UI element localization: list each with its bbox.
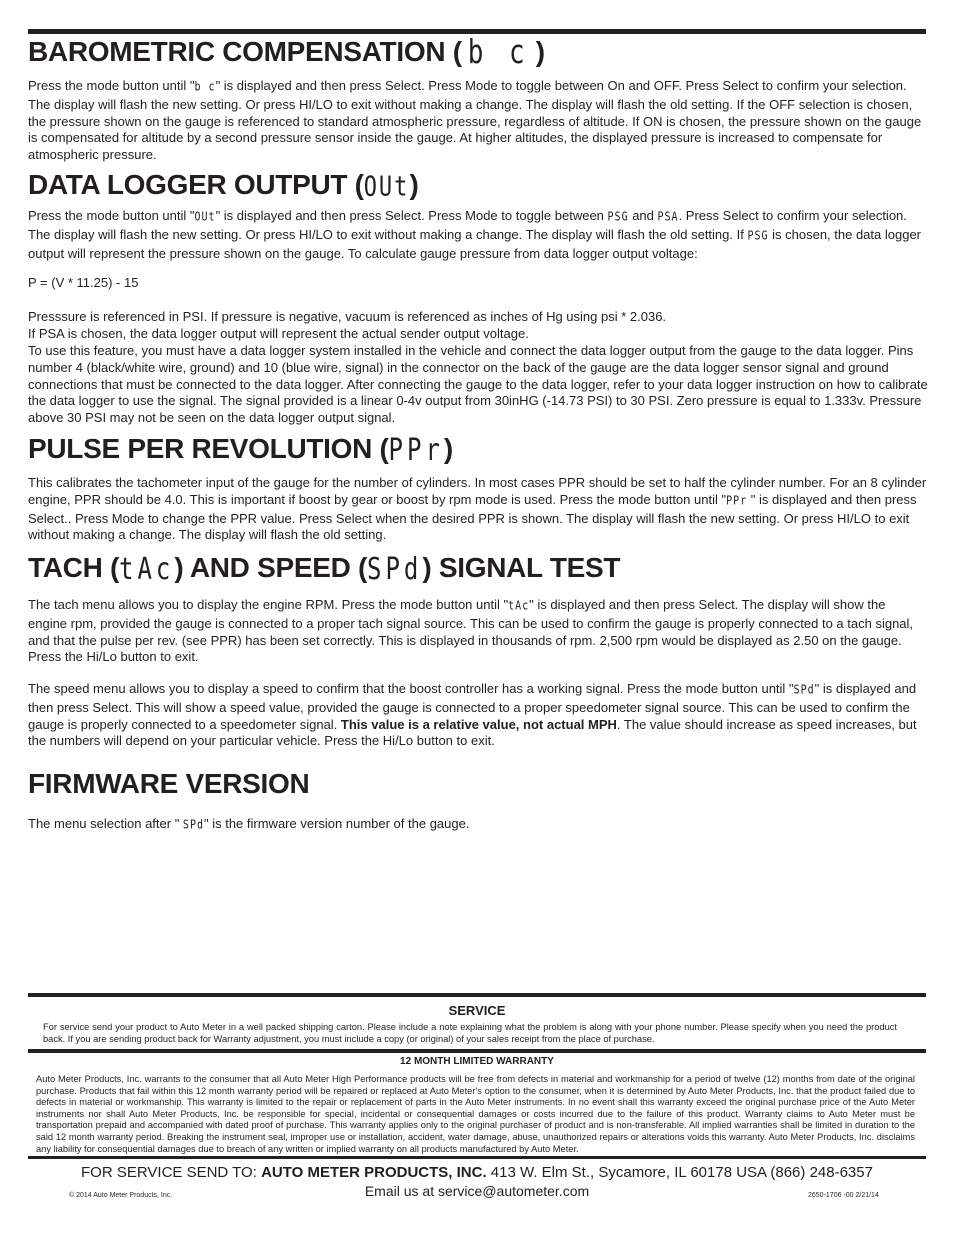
copyright: © 2014 Auto Meter Products, Inc. — [69, 1192, 173, 1199]
segment-code-psa: PSA — [657, 210, 679, 225]
segment-code-bc: b c — [194, 80, 216, 95]
text: . Press Select to confirm your selection. The display will flash the new setting. Or press HI/LO to exit without making a change. The display will flash the old setting. If — [28, 208, 907, 242]
service-title: SERVICE — [448, 1003, 506, 1018]
paragraph-logger-psa: If PSA is chosen, the data logger output will represent the actual sender output voltage. — [28, 326, 529, 341]
heading-text: DATA LOGGER OUTPUT ( — [28, 169, 364, 200]
text: " is the firmware version number of the gauge. — [203, 816, 470, 831]
heading-text: PULSE PER REVOLUTION ( — [28, 433, 389, 464]
heading-barometric — [28, 34, 545, 72]
footer-top-rule — [28, 993, 926, 997]
warranty-text: Auto Meter Products, Inc. warrants to the consumer that all Auto Meter High Performance products will be free from defects in material and workmanship for a period of twelve (12) months from date of the original purchase. Products that fail within this 12 month warranty period will be repaired or replaced at Auto Meter's option to the consumer, when it is determined by Auto Meter Products, Inc. that the product failed due to defects in material or workmanship. This warranty is limited to the repair or replacement of parts in the Auto Meter instruments. In no event shall this warranty exceed the original purchase price of the Auto Meter instruments nor shall Auto Meter Products, Inc. be responsible for special, incidental or consequential damages or costs incurred due to the failure of this product. Warranty claims to Auto Meter must be transportation prepaid and accompanied with dated proof of purchase. This warranty applies only to the original purchaser of product and is non-transferable. All implied warranties shall be limited in duration to the said 12 month warranty period. Breaking the instrument seal, improper use or installation, accident, water damage, abuse, unauthorized repairs or alterations voids this warranty. Auto Meter Products, Inc. disclaims any liability for consequential damages due to breach of any written or implied warranty on all products manufactured by Auto Meter. — [36, 1074, 915, 1154]
emphasis-text: This value is a relative value, not actual MPH — [340, 716, 617, 732]
text: " is displayed and then press Select. Press Mode to toggle between On and OFF. Press Select to confirm your selection. The display will flash the new setting. Or press HI/LO to exit without making a change. The display will flash the old setting. If the OFF selection is chosen, the pressure shown on the gauge is referenced to standard atmospheric pressure, regardless of altitude. If ON is chosen, the pressure shown on the gauge is compensated for altitude by a second pressure sensor inside the gauge. At higher altitudes, the displayed pressure is increased to compensate for atmospheric pressure. — [28, 78, 922, 163]
text: The tach menu allows you to display the engine RPM. Press the mode button until " — [28, 597, 509, 612]
warranty-rule — [28, 1049, 926, 1053]
text: and — [628, 208, 658, 223]
text: . The value should increase as speed increases, but the numbers will depend on your particular vehicle. Press the Hi/Lo button to exit. — [28, 716, 917, 749]
send-label: FOR SERVICE SEND TO: — [81, 1164, 262, 1181]
paragraph-data-logger — [28, 208, 928, 262]
paragraph-ppr — [28, 475, 928, 544]
service-email: Email us at service@autometer.com — [364, 1183, 590, 1199]
text: " is displayed and then press Select.. Press Mode to change the PPR value. Press Select when the desired PPR is shown. The display will flash the new setting. Or press HI/LO to exit without making a change. The display will flash the old setting. — [28, 491, 917, 543]
heading-text-end: ) — [409, 169, 419, 200]
heading-tach-speed — [28, 552, 620, 585]
paragraph-tach — [28, 597, 928, 666]
text: is chosen, the data logger output will represent the pressure shown on the gauge. To calculate gauge pressure from data logger output voltage: — [28, 226, 922, 261]
part-number: 2650-1706 -00 2/21/14 — [808, 1192, 879, 1199]
heading-text: BAROMETRIC COMPENSATION ( — [28, 36, 462, 67]
paragraph-barometric — [28, 78, 928, 164]
warranty-title: 12 MONTH LIMITED WARRANTY — [400, 1056, 554, 1067]
text: " is displayed and then press Select. Press Mode to toggle between — [215, 208, 608, 223]
segment-code-tac: tAc — [119, 551, 175, 587]
segment-code-spd: SPd — [793, 683, 815, 698]
heading-text-end: ) — [443, 433, 453, 464]
heading-text: ) AND SPEED ( — [174, 552, 367, 583]
text: Press the mode button until " — [28, 208, 195, 223]
segment-code-tac: tAc — [508, 599, 530, 614]
heading-text-end: ) SIGNAL TEST — [422, 552, 621, 583]
segment-code-psg: PSG — [747, 229, 769, 243]
text: This calibrates the tachometer input of the gauge for the number of cylinders. In most cases PPR should be set to half the cylinder number. For an 8 cylinder engine, PPR should be 4.0. This is important if boost by gear or boost by rpm mode is used. Press the mode button until " — [28, 475, 927, 507]
paragraph-logger-setup: To use this feature, you must have a data logger system installed in the vehicle and connect the data logger output from the gauge to the data logger. Pins number 4 (black/white wire, ground) and 10 (blue wire, signal) in the connector on the back of the gauge are the data logger sensor signal and ground connections that must be connected to the data logger. After connecting the gauge to the data logger, refer to your data logger instruction on how to calibrate the data logger to use the signal. The signal provided is a linear 0-4v output from 30inHG (-14.73 PSI) to 30 PSI. Zero pressure is equal to 1.333v. Pressure above 30 PSI may not be seen on the data logger output signal. — [28, 343, 928, 426]
formula: P = (V * 11.25) - 15 — [28, 275, 139, 290]
heading-firmware: FIRMWARE VERSION — [28, 768, 310, 799]
segment-code-out: OUt — [194, 210, 216, 225]
text: Press the mode button until " — [28, 78, 195, 93]
text: The speed menu allows you to display a speed to confirm that the boost controller has a working signal. Press the mode button until " — [28, 681, 794, 696]
heading-text-end: ) — [535, 36, 545, 67]
paragraph-firmware — [28, 816, 928, 835]
text: The menu selection after " — [28, 816, 183, 831]
heading-text: TACH ( — [28, 552, 119, 583]
segment-code-ppr: PPr — [726, 494, 748, 508]
company-address: 413 W. Elm St., Sycamore, IL 60178 USA (866) 248-6357 — [486, 1164, 873, 1181]
company-name: AUTO METER PRODUCTS, INC. — [261, 1164, 487, 1181]
segment-code-spd: SPd — [182, 818, 204, 833]
text: " is displayed and then press Select. This will show a speed value, provided the gauge is connected to a proper speedometer signal source. This can be used to confirm the gauge is properly connected to a speedometer signal. — [28, 681, 917, 732]
segment-code-out: OUt — [363, 171, 410, 203]
heading-data-logger — [28, 169, 418, 204]
paragraph-speed — [28, 681, 928, 750]
footer-bottom-rule — [28, 1156, 926, 1159]
segment-code-spd: SPd — [367, 551, 423, 587]
segment-code-psg: PSG — [607, 210, 629, 225]
heading-ppr — [28, 433, 453, 466]
segment-code-ppr: PPr — [388, 432, 444, 468]
paragraph-logger-psi: Presssure is referenced in PSI. If pressure is negative, vacuum is referenced as inches of Hg using psi * 2.036. — [28, 309, 667, 324]
service-address-line — [28, 1164, 926, 1181]
service-text: For service send your product to Auto Meter in a well packed shipping carton. Please include a note explaining what the problem is along with your phone number. Please specify when you need the product back. If you are sending product back for Warranty adjustment, you must include a copy (or original) of your sales receipt from the place of purchase. — [43, 1022, 897, 1044]
text: " is displayed and then press Select. The display will show the engine rpm, provided the gauge is connected to a proper tach signal source. This can be used to confirm the gauge is properly connected to a tach signal, and that the pulse per rev. (see PPR) has been set correctly. This is displayed in thousands of rpm. 2,500 rpm would be displayed as 2.50 on the gauge. Press the Hi/Lo button to exit. — [28, 597, 914, 665]
segment-code-bc: b c — [467, 34, 530, 72]
